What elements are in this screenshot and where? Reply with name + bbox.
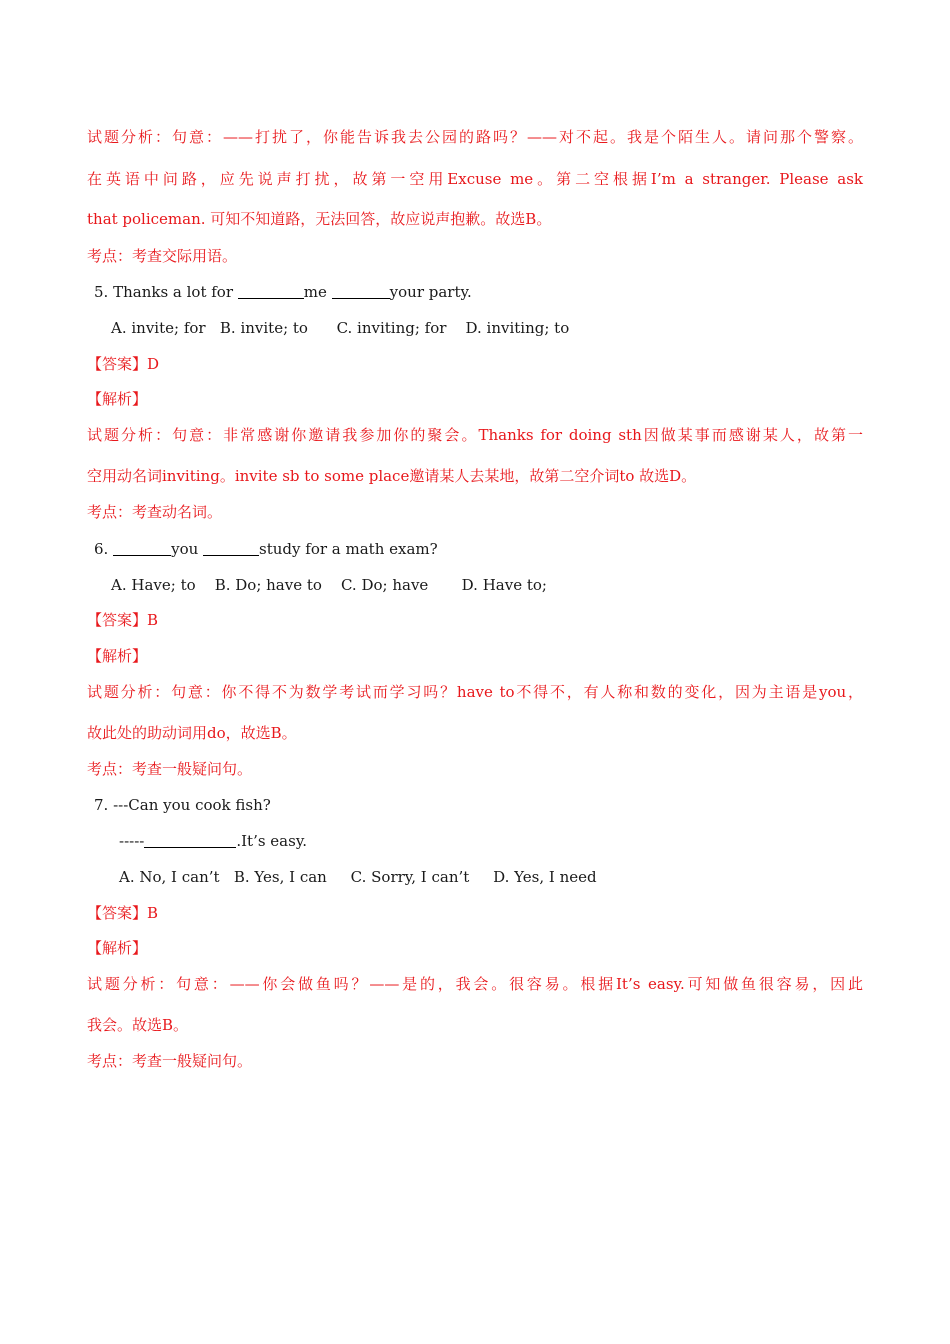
q5-text-a: Thanks a lot for bbox=[113, 283, 238, 301]
q4-analysis-line-2: 在英语中问路，应先说声打扰，故第一空用Excuse me。第二空根据I’m a stranger. Please ask bbox=[87, 170, 863, 188]
q7-stem-line-1 bbox=[94, 795, 271, 815]
q7-blank bbox=[144, 833, 236, 848]
q7-answer: 【答案】B bbox=[87, 904, 159, 922]
q7-stem-line-2 bbox=[119, 831, 307, 851]
q7-text-1: ---Can you cook fish? bbox=[113, 796, 271, 814]
q6-text-a: you bbox=[171, 540, 204, 558]
q5-knowledge-point: 考点：考查动名词。 bbox=[87, 503, 223, 521]
q5-analysis-line-2: 空用动名词inviting。invite sb to some place邀请某人去某地，故第二空介词to 故选D。 bbox=[87, 467, 697, 485]
q4-analysis-line-3: that policeman. 可知不知道路，无法回答，故应说声抱歉。故选B。 bbox=[87, 210, 552, 228]
q5-answer: 【答案】D bbox=[87, 355, 160, 373]
q6-blank-1 bbox=[113, 541, 171, 556]
q4-analysis-line-1: 试题分析：句意：——打扰了，你能告诉我去公园的路吗？——对不起。我是个陌生人。请问那个警察。 bbox=[87, 128, 863, 146]
q6-answer: 【答案】B bbox=[87, 611, 159, 629]
q5-blank-2 bbox=[332, 284, 390, 299]
q7-options: A. No, I can’t B. Yes, I can C. Sorry, I can’t D. Yes, I need bbox=[119, 868, 597, 886]
q7-dashes: ----- bbox=[119, 832, 145, 850]
q7-text-2: .It’s easy. bbox=[236, 832, 308, 850]
q6-knowledge-point: 考点：考查一般疑问句。 bbox=[87, 760, 253, 778]
q5-text-c: your party. bbox=[389, 283, 472, 301]
q6-stem bbox=[94, 539, 438, 559]
q5-jiexi-heading: 【解析】 bbox=[87, 390, 148, 408]
q5-blank-1 bbox=[238, 284, 304, 299]
q7-analysis-line-2: 我会。故选B。 bbox=[87, 1016, 189, 1034]
q7-jiexi-heading: 【解析】 bbox=[87, 939, 148, 957]
q5-options: A. invite; for B. invite; to C. inviting; for D. inviting; to bbox=[111, 319, 570, 337]
q5-analysis-line-1: 试题分析：句意：非常感谢你邀请我参加你的聚会。Thanks for doing sth因做某事而感谢某人，故第一 bbox=[87, 426, 863, 444]
q6-blank-2 bbox=[203, 541, 259, 556]
q5-text-b: me bbox=[303, 283, 332, 301]
q7-number: 7. bbox=[94, 796, 109, 814]
q6-jiexi-heading: 【解析】 bbox=[87, 647, 148, 665]
q6-text-b: study for a math exam? bbox=[259, 540, 438, 558]
q7-analysis-line-1: 试题分析：句意：——你会做鱼吗？——是的，我会。很容易。根据It’s easy.可知做鱼很容易，因此 bbox=[87, 975, 863, 993]
q5-stem bbox=[94, 282, 472, 302]
q5-number: 5. bbox=[94, 283, 109, 301]
q6-number: 6. bbox=[94, 540, 109, 558]
q4-knowledge-point: 考点：考查交际用语。 bbox=[87, 247, 238, 265]
q6-options: A. Have; to B. Do; have to C. Do; have D. Have to; bbox=[111, 576, 547, 594]
q7-knowledge-point: 考点：考查一般疑问句。 bbox=[87, 1052, 253, 1070]
q6-analysis-line-1: 试题分析：句意：你不得不为数学考试而学习吗？have to不得不，有人称和数的变化，因为主语是you， bbox=[87, 683, 863, 701]
q6-analysis-line-2: 故此处的助动词用do，故选B。 bbox=[87, 724, 297, 742]
